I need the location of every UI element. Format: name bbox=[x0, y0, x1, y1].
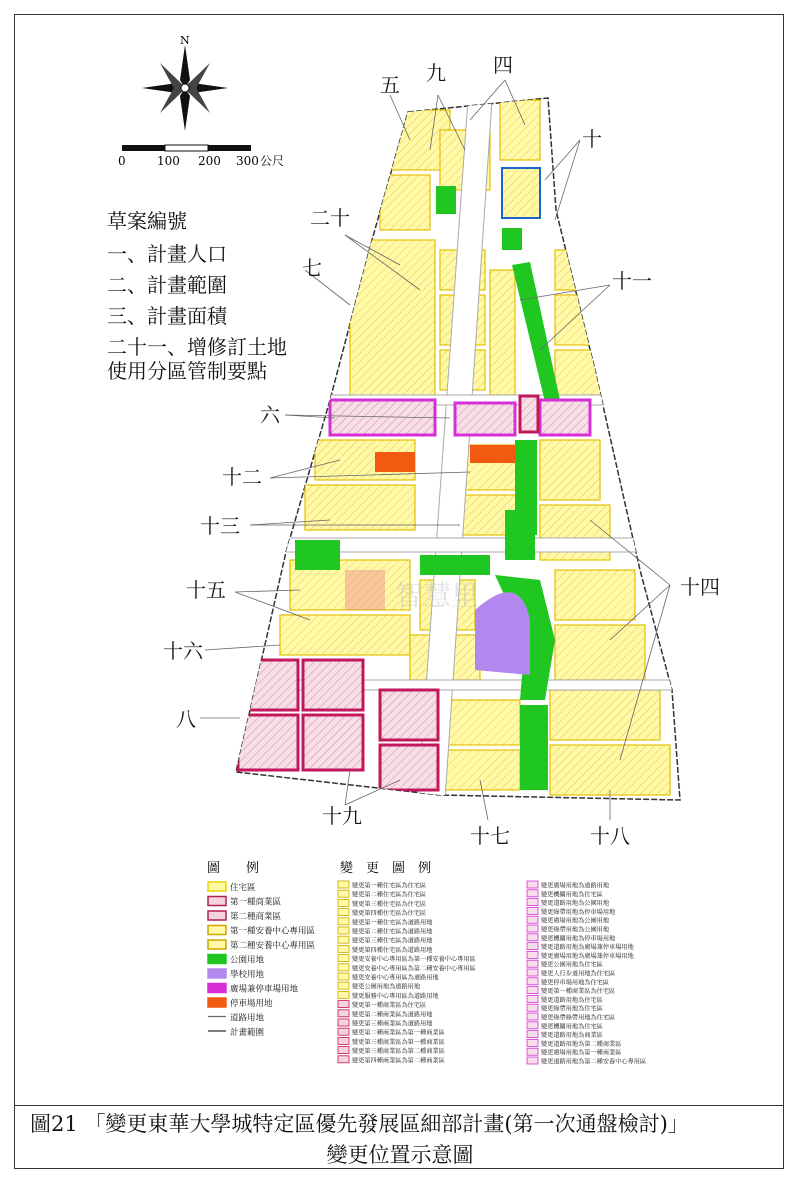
label-twelve: 十二 bbox=[222, 465, 262, 489]
label-twenty: 二十 bbox=[310, 206, 350, 230]
change-legend-swatch bbox=[338, 927, 349, 934]
change-legend-label: 變更道路用地為住宅區 bbox=[541, 996, 603, 1004]
change-legend-label: 變更第一種商業區為住宅區 bbox=[541, 988, 616, 996]
change-legend-swatch bbox=[338, 973, 349, 980]
change-legend-label: 變更綠帶用地為停車場用地 bbox=[541, 908, 616, 916]
label-seven: 七 bbox=[302, 256, 322, 280]
change-legend-swatch bbox=[527, 1057, 538, 1064]
legend-item-label: 第一種商業區 bbox=[230, 897, 282, 908]
change-legend-swatch bbox=[338, 936, 349, 943]
legend-swatch bbox=[208, 969, 226, 978]
label-eleven: 十一 bbox=[612, 269, 652, 293]
draft-list-item: 三、計畫面積 bbox=[107, 304, 227, 328]
legend-item-label: 公園用地 bbox=[230, 955, 265, 966]
change-legend-swatch bbox=[338, 945, 349, 952]
change-legend-swatch bbox=[338, 1037, 349, 1044]
change-legend-label: 變更道路用地為公園用地 bbox=[541, 900, 610, 908]
change-legend-swatch bbox=[338, 964, 349, 971]
compass-north-label: N bbox=[180, 34, 190, 47]
change-legend-label: 變更綠帶用地為住宅區 bbox=[541, 1005, 603, 1013]
label-eight: 八 bbox=[176, 707, 196, 731]
change-legend-label: 變更第三種住宅區為道路用地 bbox=[352, 937, 433, 945]
change-legend-swatch bbox=[527, 1022, 538, 1029]
change-legend-swatch bbox=[527, 1048, 538, 1055]
label-nineteen: 十九 bbox=[322, 804, 362, 828]
plan-map bbox=[230, 98, 690, 800]
change-legend-label: 變更第四種商業區為第二種商業區 bbox=[352, 1057, 445, 1065]
change-legend-label: 變更第一種商業區為住宅區 bbox=[352, 1002, 427, 1010]
change-legend-swatch bbox=[338, 890, 349, 897]
change-legend-swatch bbox=[527, 907, 538, 914]
change-legend-swatch bbox=[527, 1013, 538, 1020]
change-legend-swatch bbox=[527, 969, 538, 976]
figure-subcaption: 變更位置示意圖 bbox=[326, 1143, 474, 1167]
change-legend-label: 變更廣場用地為廣場兼停車場用地 bbox=[541, 952, 634, 960]
legend-swatch bbox=[208, 940, 226, 949]
draft-list-item: 二十一、增修訂土地 bbox=[107, 335, 287, 359]
school-area bbox=[475, 592, 530, 675]
draft-list-item: 二、計畫範圍 bbox=[107, 273, 227, 297]
change-legend-label: 變更第四種住宅區為道路用地 bbox=[352, 946, 433, 954]
change-legend-swatch bbox=[338, 918, 349, 925]
change-legend-label: 變更人行步道用地為住宅區 bbox=[541, 970, 616, 978]
draft-list bbox=[107, 209, 287, 383]
change-legend-label: 變更機關用地為住宅區 bbox=[541, 891, 603, 899]
change-legend-swatch bbox=[338, 1028, 349, 1035]
change-legend-label: 變更道路用地為廣場兼停車場用地 bbox=[541, 944, 634, 952]
label-nine: 九 bbox=[426, 61, 446, 85]
label-sixteen: 十六 bbox=[163, 639, 203, 663]
change-legend-label: 變更機關用地為停車場用地 bbox=[541, 935, 616, 943]
legend-item-label: 第二種安養中心專用區 bbox=[230, 941, 316, 951]
change-legend-swatch bbox=[338, 899, 349, 906]
watermark-text: 智慧里 bbox=[395, 579, 480, 612]
figure-caption: 圖21 「變更東華大學城特定區優先發展區細部計畫(第一次通盤檢討)」 bbox=[30, 1112, 689, 1136]
change-legend-label: 變更道路用地為第二種安養中心專用區 bbox=[541, 1058, 647, 1066]
change-legend-swatch bbox=[527, 881, 538, 888]
change-legend-label: 變更綠帶用地為公園用地 bbox=[541, 926, 610, 934]
label-ten: 十 bbox=[582, 127, 602, 151]
change-legend-swatch bbox=[527, 995, 538, 1002]
change-legend-label: 變更第二種商業區為道路用地 bbox=[352, 1011, 433, 1019]
change-legend-label: 變更機關用地為住宅區 bbox=[541, 1023, 603, 1031]
scale-tick-0: 0 bbox=[118, 154, 126, 168]
label-seventeen: 十七 bbox=[470, 824, 510, 848]
legend-swatch bbox=[208, 897, 226, 906]
change-legend-label: 變更廣場用地為第一種商業區 bbox=[541, 1049, 622, 1057]
scale-tick-100: 100 bbox=[157, 154, 180, 168]
change-legend-swatch bbox=[527, 899, 538, 906]
legend-swatch bbox=[208, 882, 226, 891]
change-legend-label: 變更廣場用地為道路用地 bbox=[541, 882, 610, 890]
legend-item-label: 學校用地 bbox=[230, 970, 265, 980]
change-legend-swatch bbox=[338, 1047, 349, 1054]
legend-title: 圖 例 bbox=[207, 861, 260, 876]
change-legend-label: 變更第三種商業區為第二種商業區 bbox=[352, 1048, 445, 1056]
legend-swatch bbox=[208, 998, 226, 1007]
scale-unit: 公尺 bbox=[260, 154, 285, 168]
change-legend-label: 變更第二種住宅區為道路用地 bbox=[352, 928, 433, 936]
change-legend-label: 變更第四種住宅區為住宅區 bbox=[352, 910, 427, 918]
change-legend-label: 變更第二種商業區為第一種商業區 bbox=[352, 1029, 445, 1037]
legend-item-label: 住宅區 bbox=[230, 883, 256, 893]
change-legend-label: 變更公園用地為住宅區 bbox=[541, 961, 603, 969]
change-legend-swatch bbox=[527, 890, 538, 897]
legend-item-label: 第二種商業區 bbox=[230, 912, 282, 922]
change-legend-label: 變更第二種住宅區為住宅區 bbox=[352, 891, 427, 899]
change-legend-label: 變更服務中心專用區為道路用地 bbox=[352, 992, 439, 1000]
legend-swatch bbox=[208, 911, 226, 920]
caption-separator bbox=[14, 1105, 784, 1106]
scale-bar bbox=[118, 145, 284, 168]
change-legend-swatch bbox=[338, 909, 349, 916]
change-legend-swatch bbox=[527, 978, 538, 985]
change-legend-swatch bbox=[338, 881, 349, 888]
label-five: 五 bbox=[380, 73, 400, 97]
change-legend-label: 變更廣場用地為公園用地 bbox=[541, 917, 610, 925]
change-legend-label: 變更道路用地為第二種商業區 bbox=[541, 1040, 622, 1048]
change-legend-swatch bbox=[338, 1010, 349, 1017]
change-legend-swatch bbox=[527, 1039, 538, 1046]
legend-swatch bbox=[208, 984, 226, 993]
legend-item-label: 第一種安養中心專用區 bbox=[230, 926, 316, 937]
change-legend-label: 變更公園用地為道路用地 bbox=[352, 983, 421, 991]
change-legend-swatch bbox=[527, 960, 538, 967]
label-four: 四 bbox=[493, 53, 513, 77]
change-legend-swatch bbox=[338, 982, 349, 989]
change-legend-label: 變更安養中心專用區為第二種安養中心專用區 bbox=[352, 965, 476, 973]
draft-list-title: 草案編號 bbox=[107, 209, 187, 233]
change-legend-label: 變更道路用地為商業區 bbox=[541, 1032, 603, 1040]
change-legend-swatch bbox=[527, 943, 538, 950]
legend bbox=[207, 861, 431, 876]
draft-list-item: 使用分區管制要點 bbox=[107, 359, 267, 383]
label-fifteen: 十五 bbox=[186, 578, 226, 602]
label-six: 六 bbox=[260, 403, 280, 427]
scale-tick-300: 300 bbox=[236, 154, 259, 168]
change-legend-swatch bbox=[338, 1019, 349, 1026]
change-legend-swatch bbox=[338, 1001, 349, 1008]
change-legend-swatch bbox=[527, 934, 538, 941]
change-legend-label: 變更綠帶綠帶用地為住宅區 bbox=[541, 1014, 616, 1022]
legend-item-label: 停車場用地 bbox=[230, 999, 273, 1009]
change-legend-swatch bbox=[527, 1031, 538, 1038]
legend-item-label: 計畫範圍 bbox=[230, 1028, 265, 1038]
legend-swatch bbox=[208, 955, 226, 964]
change-legend-label: 變更第三種商業區為第一種商業區 bbox=[352, 1038, 445, 1046]
label-fourteen: 十四 bbox=[680, 575, 720, 599]
change-legend-label: 變更停車場用地為住宅區 bbox=[541, 979, 610, 987]
change-legend-swatch bbox=[338, 991, 349, 998]
change-legend-label: 變更第三種住宅區為住宅區 bbox=[352, 900, 427, 908]
change-legend-swatch bbox=[527, 916, 538, 923]
change-legend-title: 變 更 圖 例 bbox=[340, 861, 432, 876]
change-legend-swatch bbox=[527, 1004, 538, 1011]
change-legend-label: 變更第一種住宅區為道路用地 bbox=[352, 919, 433, 927]
change-legend-label: 變更安養中心專用區為第一種安養中心專用區 bbox=[352, 956, 476, 964]
change-legend-swatch bbox=[338, 1056, 349, 1063]
change-legend-swatch bbox=[527, 925, 538, 932]
legend-item-label: 廣場兼停車場用地 bbox=[230, 984, 299, 995]
change-legend-label: 變更第一種住宅區為住宅區 bbox=[352, 882, 427, 890]
legend-swatch bbox=[208, 926, 226, 935]
change-legend-swatch bbox=[338, 955, 349, 962]
change-legend-swatch bbox=[527, 951, 538, 958]
label-thirteen: 十三 bbox=[200, 514, 240, 538]
change-legend-swatch bbox=[527, 987, 538, 994]
compass-rose-icon bbox=[142, 34, 228, 131]
change-legend-label: 變更第三種商業區為道路用地 bbox=[352, 1020, 433, 1028]
legend-item-label: 道路用地 bbox=[230, 1013, 265, 1024]
change-legend-label: 變更安養中心專用區為道路用地 bbox=[352, 974, 439, 982]
draft-list-item: 一、計畫人口 bbox=[107, 242, 227, 266]
label-eighteen: 十八 bbox=[590, 824, 630, 848]
scale-tick-200: 200 bbox=[198, 154, 221, 168]
